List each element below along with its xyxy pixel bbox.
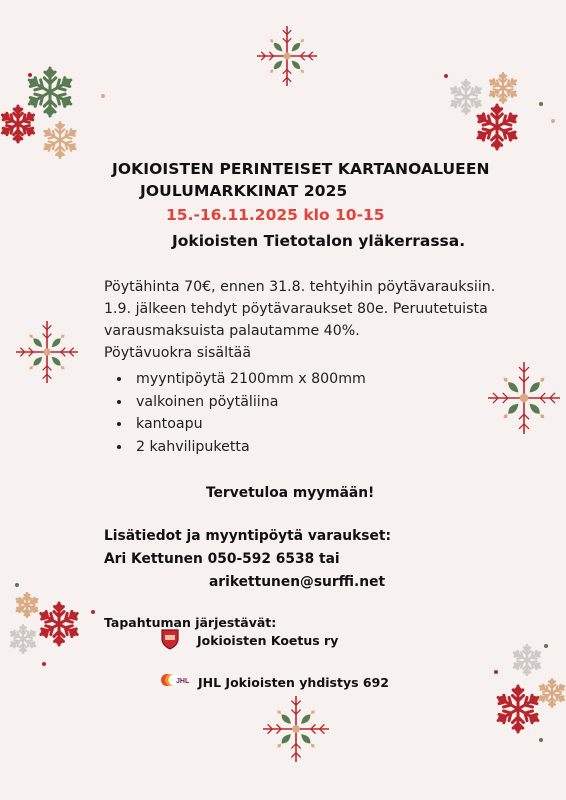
list-item: • 2 kahvilipuketta [132,436,366,459]
pricing-line: Pöytähinta 70€, ennen 31.8. tehtyihin pöytävarauksiin. [104,279,496,295]
dot-decoration [15,583,19,587]
pricing-line: varausmaksuista palautamme 40%. [104,323,360,339]
snowflake-icon [42,122,78,158]
star-snowflake-icon [263,696,329,762]
pricing-line: Pöytävuokra sisältää [104,345,252,361]
organizer-1: Jokioisten Koetus ry [197,633,339,648]
pricing-line: 1.9. jälkeen tehdyt pöytävaraukset 80e. Peruutetuista [104,301,488,317]
welcome-text: Tervetuloa myymään! [206,485,375,501]
dot-decoration [101,94,105,98]
dot-decoration [91,610,95,614]
snowflake-icon [15,593,39,617]
dot-decoration [28,73,32,77]
snowflake-icon [9,625,37,653]
snowflake-icon [495,686,540,732]
pricing-text [104,276,495,364]
koetus-shield-logo [160,628,180,650]
list-item: • valkoinen pöytäliina [132,391,366,414]
snowflake-icon [475,105,518,149]
organizer-2: JHL Jokioisten yhdistys 692 [198,675,390,690]
includes-list [106,368,366,458]
contact-person: Ari Kettunen 050-592 6538 tai [104,551,340,567]
event-venue: Jokioisten Tietotalon yläkerrassa. [172,232,466,250]
contact-email[interactable]: arikettunen@surffi.net [209,574,386,590]
star-snowflake-icon [257,26,317,86]
snowflake-icon [26,68,73,116]
dot-decoration [539,102,543,106]
list-item: • myyntipöytä 2100mm x 800mm [132,368,366,391]
dot-decoration [551,119,555,123]
jhl-logo [160,672,196,688]
title-line-1: JOKIOISTEN PERINTEISET KARTANOALUEEN [112,160,490,178]
star-snowflake-icon [16,321,78,383]
dot-decoration [494,670,498,674]
snowflake-icon [38,603,79,645]
contact-heading: Lisätiedot ja myyntipöytä varaukset: [104,528,391,544]
snowflake-icon [538,679,566,707]
dot-decoration [42,662,46,666]
snowflake-icon [512,645,542,675]
jhl-logo-text: JHL [176,678,190,685]
dot-decoration [544,644,548,648]
snowflake-icon [449,80,483,114]
organizers-heading: Tapahtuman järjestävät: [104,615,277,630]
snowflake-icon [0,106,36,142]
snowflake-icon [488,73,518,103]
dot-decoration [539,738,543,742]
title-line-2: JOULUMARKKINAT 2025 [140,182,348,200]
event-date: 15.-16.11.2025 klo 10-15 [166,206,385,224]
dot-decoration [444,74,448,78]
star-snowflake-icon [488,362,560,434]
list-item: • kantoapu [132,413,366,436]
